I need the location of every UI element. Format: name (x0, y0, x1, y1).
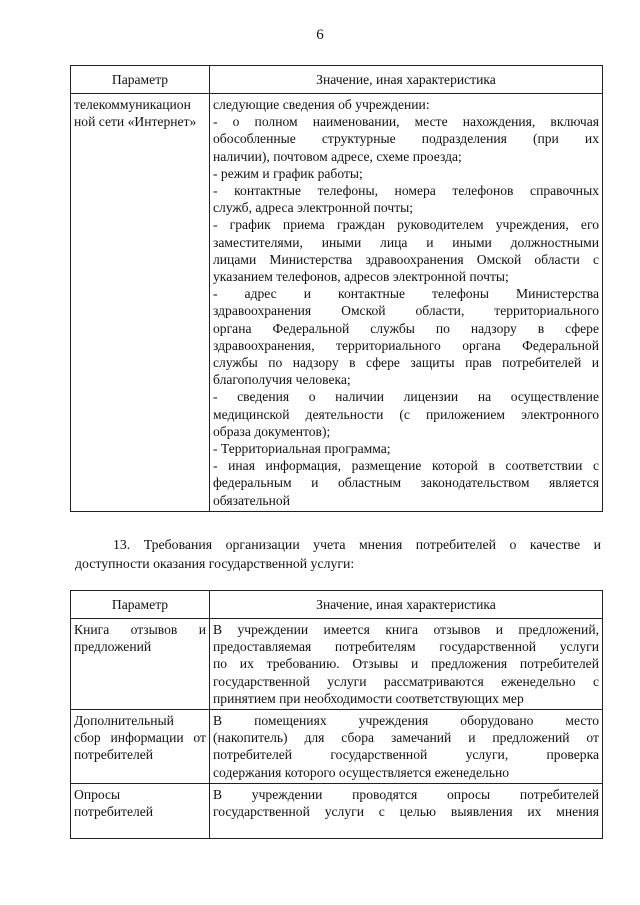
param-line: предложений (74, 639, 152, 655)
value-line: - иная информация, размещение которой в соответствии с (213, 458, 599, 474)
value-line: государственной услуги рассматриваются еженедельно с (213, 673, 599, 689)
param-cell (71, 94, 210, 512)
section-13-line: доступности оказания государственной услуги: (75, 555, 355, 571)
value-line: образа документов); (213, 423, 331, 439)
param-cell (71, 710, 210, 784)
value-line: здравоохранения, территориального органа Федеральной (213, 337, 599, 353)
value-cell (210, 783, 603, 838)
value-line: - Территориальная программа; (213, 441, 391, 457)
param-line: телекоммуникацион (74, 97, 191, 112)
value-line: содержания которого осуществляется еженедельно (213, 764, 510, 780)
value-line: обособленные структурные подразделения (при их (213, 131, 599, 147)
value-line: государственной услуги с целью выявления их мнения (213, 804, 599, 820)
value-line: предоставляемая потребителям государственной услуги (213, 639, 599, 655)
value-line: федеральным и областным законодательством является (213, 475, 599, 491)
page-number: 6 (316, 27, 324, 43)
header-parameter: Параметр (71, 66, 210, 94)
param-line: Дополнительный (74, 713, 174, 729)
feedback-table (70, 590, 603, 839)
value-line: службы по надзору в сфере защиты прав потребителей и (213, 355, 599, 371)
value-line: В учреждении проводятся опросы потребителей (213, 786, 599, 802)
table-row (71, 619, 603, 710)
table-row (71, 710, 603, 784)
value-line: - сведения о наличии лицензии на осуществление (213, 389, 599, 405)
info-table (70, 65, 603, 512)
param-line: Опросы (74, 786, 121, 802)
value-line: заместителями, иными лица и иными должностными (213, 234, 599, 250)
value-line: следующие сведения об учреждении: (213, 97, 430, 112)
value-line: В помещениях учреждения оборудовано место (213, 713, 599, 729)
value-line: В учреждении имеется книга отзывов и предложений, (213, 622, 599, 637)
value-line: лицами Министерства здравоохранения Омской области с (213, 251, 599, 267)
value-cell (210, 710, 603, 784)
param-cell (71, 619, 210, 710)
header-value: Значение, иная характеристика (210, 66, 603, 94)
value-line: - адрес и контактные телефоны Министерства (213, 286, 599, 302)
section-13-heading (75, 536, 601, 573)
header-value: Значение, иная характеристика (210, 591, 603, 619)
value-line: (накопитель) для сбора замечаний и предложений от (213, 730, 599, 746)
param-line: Книга отзывов и (74, 622, 206, 637)
value-line: - о полном наименовании, месте нахождения, включая (213, 114, 599, 130)
table-header-row (71, 591, 603, 619)
value-line: органа Федеральной службы по надзору в сфере (213, 320, 599, 336)
param-line: сбор информации от (74, 730, 206, 746)
value-line: потребителей государственной услуги, проверка (213, 747, 599, 763)
value-line: принятием при необходимости соответствующих мер (213, 690, 524, 706)
value-line: - график приема граждан руководителем учреждения, его (213, 217, 599, 233)
param-line: потребителей (74, 804, 154, 820)
value-line: медицинской деятельности (с приложением электронного (213, 406, 599, 422)
section-13-line: 13. Требования организации учета мнения потребителей о качестве и (113, 537, 601, 552)
value-line: здравоохранения Омской области, территориального (213, 303, 599, 319)
value-line: - контактные телефоны, номера телефонов справочных (213, 183, 599, 199)
value-cell (210, 619, 603, 710)
value-line: благополучия человека; (213, 372, 351, 388)
value-line: обязательной (213, 492, 290, 508)
value-line: указанием телефонов, адресов электронной почты; (213, 269, 509, 285)
table-header-row (71, 66, 603, 94)
value-line: служб, адреса электронной почты; (213, 200, 414, 216)
param-cell (71, 783, 210, 838)
table-row (71, 94, 603, 512)
value-line: по их требованию. Отзывы и предложения потребителей (213, 656, 599, 672)
param-line: ной сети «Интернет» (74, 114, 197, 130)
param-line: потребителей (74, 747, 154, 763)
value-cell (210, 94, 603, 512)
value-line: - режим и график работы; (213, 165, 363, 181)
table-row (71, 783, 603, 838)
value-line: наличии), почтовом адресе, схеме проезда; (213, 148, 462, 164)
header-parameter: Параметр (71, 591, 210, 619)
